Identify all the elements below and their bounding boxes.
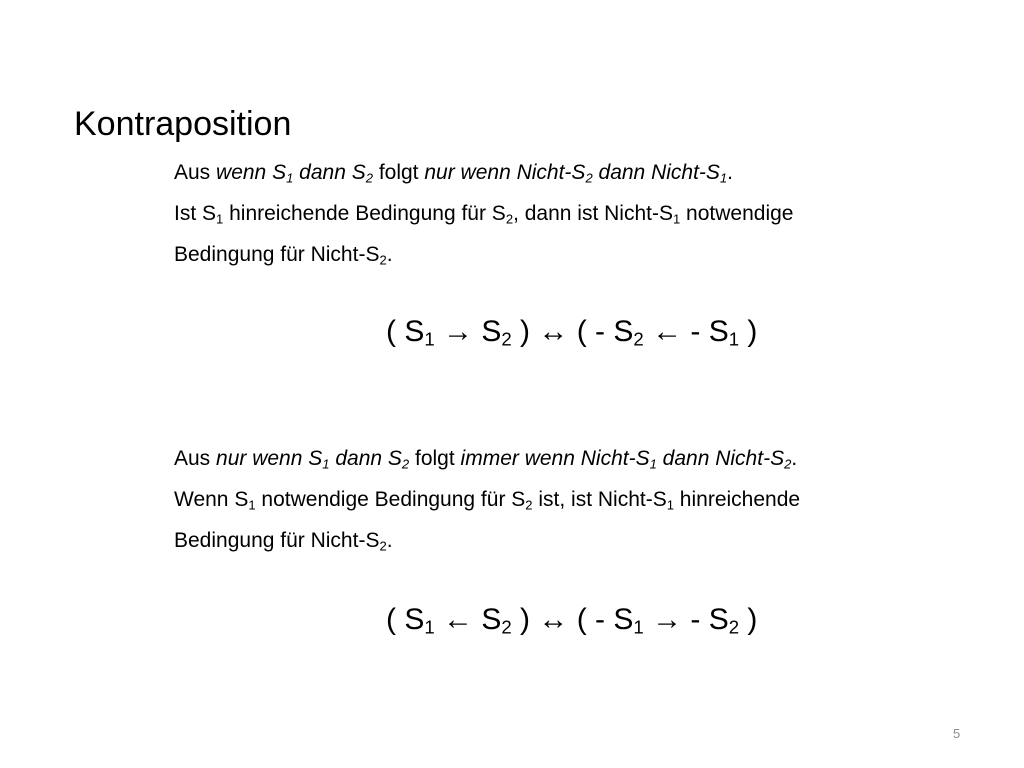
subscript: 2 <box>365 170 373 186</box>
subscript: 1 <box>672 211 681 227</box>
text-run: nur wenn S <box>216 447 323 470</box>
formula-text: ) <box>511 603 539 636</box>
text-run: . <box>386 529 393 552</box>
subscript: 1 <box>728 328 740 350</box>
text-run: notwendige Bedingung für S <box>255 488 526 511</box>
formula-text: ( S <box>386 315 425 348</box>
text-run: wenn S <box>216 161 287 184</box>
subscript: 2 <box>505 211 514 227</box>
subscript: 1 <box>322 456 330 472</box>
contraposition-paragraph-1 <box>174 152 974 275</box>
slide-title: Kontraposition <box>74 105 292 143</box>
text-run: dann Nicht-S <box>592 161 720 184</box>
page-number: 5 <box>953 726 961 741</box>
paragraph-line <box>174 193 974 234</box>
text-run: Ist S <box>174 202 217 225</box>
contraposition-paragraph-2 <box>174 438 974 561</box>
right-arrow-icon: → <box>434 315 482 348</box>
text-run: Aus <box>174 447 217 470</box>
formula-text: S <box>481 315 502 348</box>
text-run: dann S <box>329 447 402 470</box>
formula-text: - S <box>690 603 729 636</box>
formula-contraposition-2 <box>386 600 757 640</box>
text-run: folgt <box>409 447 461 470</box>
subscript: 2 <box>379 252 387 268</box>
text-run: . <box>727 161 734 184</box>
paragraph-line <box>174 479 974 520</box>
text-run: , dann ist Nicht-S <box>513 202 673 225</box>
subscript: 1 <box>424 328 435 350</box>
text-run: Bedingung für Nicht-S <box>174 529 380 552</box>
text-run: hinreichende Bedingung für S <box>223 202 506 225</box>
subscript: 2 <box>585 170 593 186</box>
formula-text: ) <box>739 315 758 348</box>
subscript: 2 <box>525 497 533 513</box>
subscript: 2 <box>784 456 792 472</box>
biconditional-arrow-icon: ↔ <box>538 603 569 636</box>
text-run: Aus <box>174 161 217 184</box>
formula-text: ) <box>739 603 758 636</box>
text-run: notwendige <box>680 202 794 225</box>
text-run: ist, ist Nicht-S <box>532 488 667 511</box>
formula-text: - S <box>690 315 729 348</box>
formula-text: S <box>481 603 502 636</box>
paragraph-line <box>174 438 974 479</box>
subscript: 1 <box>649 456 657 472</box>
subscript: 1 <box>666 497 674 513</box>
formula-text: ( S <box>386 603 425 636</box>
subscript: 2 <box>633 328 644 350</box>
left-arrow-icon: ← <box>434 603 482 636</box>
formula-contraposition-1 <box>386 312 757 352</box>
paragraph-line <box>174 234 974 275</box>
italic-run <box>216 161 373 184</box>
paragraph-line <box>174 520 974 561</box>
formula-text: ) <box>511 315 539 348</box>
subscript: 2 <box>379 538 387 554</box>
text-run: . <box>791 447 798 470</box>
subscript: 1 <box>286 170 294 186</box>
italic-run <box>461 447 792 470</box>
subscript: 2 <box>501 328 512 350</box>
formula-text: ( - S <box>568 603 634 636</box>
subscript: 1 <box>248 497 256 513</box>
text-run: . <box>386 243 393 266</box>
subscript: 1 <box>424 616 435 638</box>
text-run: nur wenn Nicht-S <box>424 161 586 184</box>
formula-text: ( - S <box>568 315 634 348</box>
subscript: 2 <box>401 456 410 472</box>
text-run: dann S <box>293 161 366 184</box>
text-run: folgt <box>372 161 425 184</box>
right-arrow-icon: → <box>643 603 691 636</box>
text-run: Wenn S <box>174 488 249 511</box>
subscript: 2 <box>728 616 740 638</box>
text-run: immer wenn Nicht-S <box>460 447 650 470</box>
subscript: 1 <box>633 616 644 638</box>
left-arrow-icon: ← <box>643 315 691 348</box>
text-run: hinreichende <box>673 488 801 511</box>
paragraph-line <box>174 152 974 193</box>
subscript: 2 <box>501 616 512 638</box>
subscript: 1 <box>216 211 224 227</box>
subscript: 1 <box>719 170 728 186</box>
text-run: dann Nicht-S <box>656 447 785 470</box>
italic-run <box>216 447 409 470</box>
text-run: Bedingung für Nicht-S <box>174 243 380 266</box>
italic-run <box>424 161 727 184</box>
biconditional-arrow-icon: ↔ <box>538 315 569 348</box>
